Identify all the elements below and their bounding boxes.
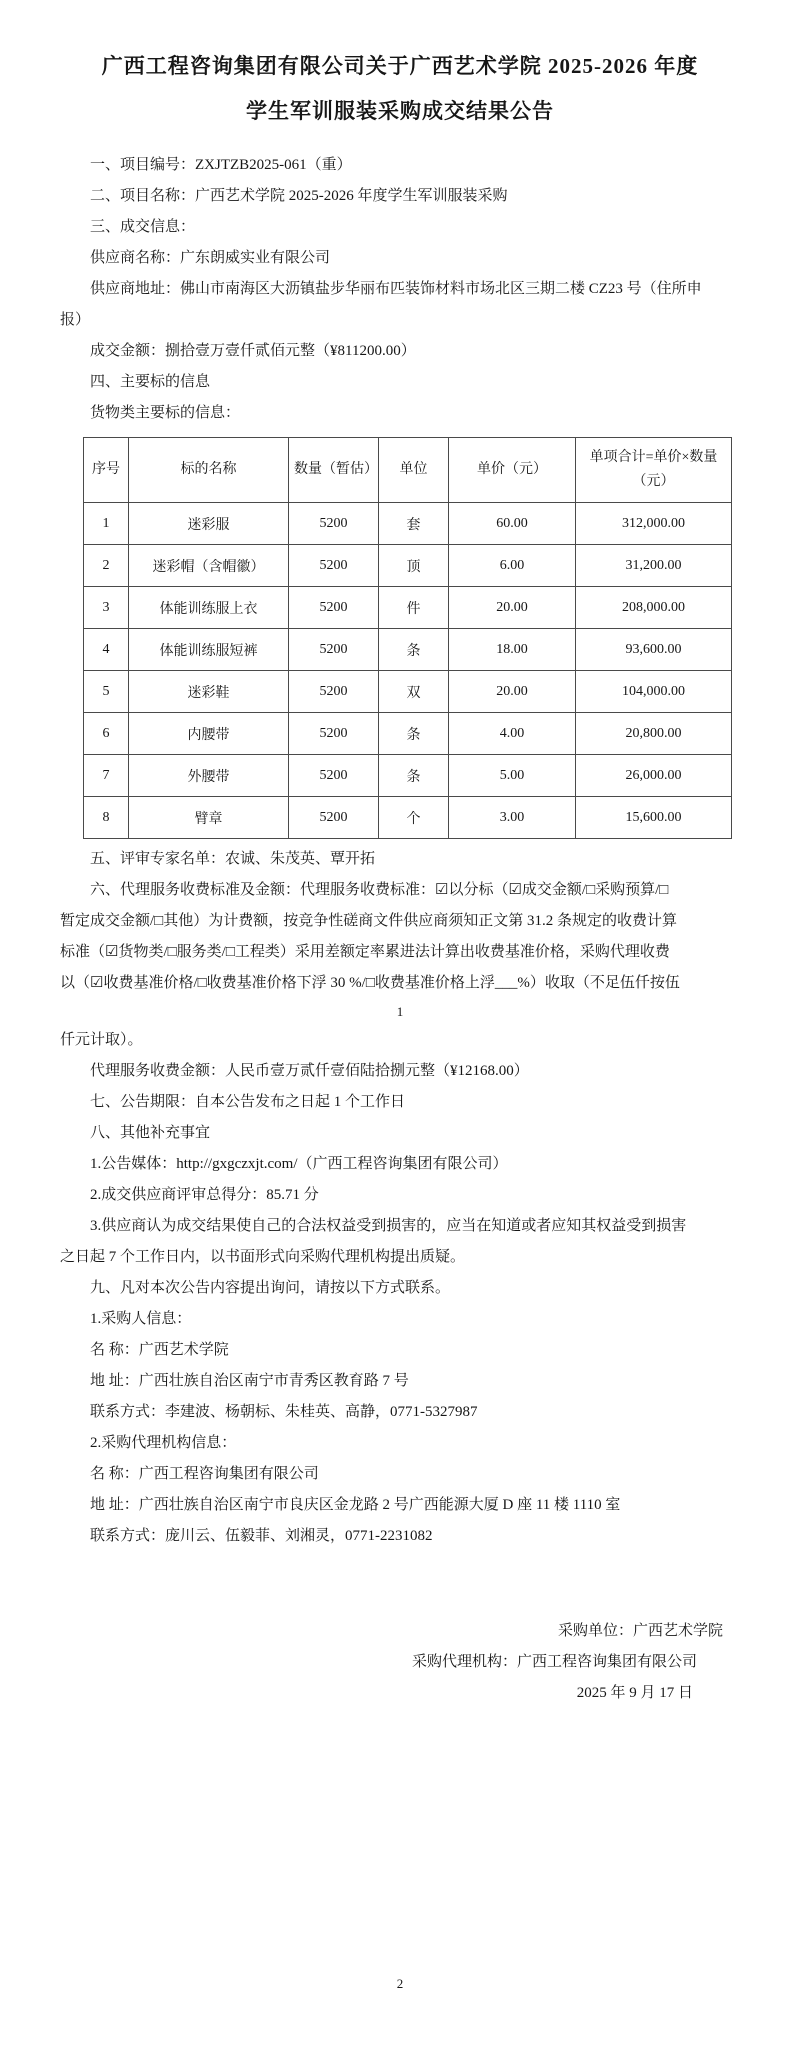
table-row <box>84 713 732 755</box>
table-cell: 5200 <box>289 671 379 713</box>
body-paragraph: 3.供应商认为成交结果使自己的合法权益受到损害的，应当在知道或者应知其权益受到损害 <box>90 1218 687 1234</box>
table-cell: 迷彩帽（含帽徽） <box>129 545 289 587</box>
table-header-cell: 序号 <box>84 438 129 503</box>
body-paragraph: 八、其他补充事宜 <box>90 1125 211 1141</box>
goods-items-table <box>83 437 732 839</box>
table-cell: 条 <box>379 713 449 755</box>
table-cell: 1 <box>84 503 129 545</box>
table-cell: 迷彩服 <box>129 503 289 545</box>
table-cell: 5200 <box>289 797 379 839</box>
body-paragraph: 六、代理服务收费标准及金额：代理服务收费标准：☑以分标（☑成交金额/□采购预算/□ <box>90 882 669 898</box>
table-cell: 312,000.00 <box>576 503 732 545</box>
table-cell: 5 <box>84 671 129 713</box>
body-section-top <box>60 150 740 429</box>
table-header-cell: 单位 <box>379 438 449 503</box>
body-paragraph: 联系方式：庞川云、伍毅菲、刘湘灵，0771-2231082 <box>90 1528 433 1544</box>
table-cell: 2 <box>84 545 129 587</box>
table-cell: 26,000.00 <box>576 755 732 797</box>
table-cell: 双 <box>379 671 449 713</box>
table-cell: 3.00 <box>449 797 576 839</box>
table-cell: 4 <box>84 629 129 671</box>
body-paragraph: 以（☑收费基准价格/□收费基准价格下浮 30 %/□收费基准价格上浮___%）收取（不足伍仟按伍 <box>60 975 680 991</box>
table-cell: 6.00 <box>449 545 576 587</box>
body-paragraph: 之日起 7 个工作日内，以书面形式向采购代理机构提出质疑。 <box>60 1249 466 1265</box>
body-paragraph: 1 <box>396 1004 404 1019</box>
table-cell: 体能训练服上衣 <box>129 587 289 629</box>
body-paragraph: 供应商地址：佛山市南海区大沥镇盐步华丽布匹装饰材料市场北区三期二楼 CZ23 号（住所申 <box>90 281 702 297</box>
table-cell: 93,600.00 <box>576 629 732 671</box>
body-paragraph: 地 址：广西壮族自治区南宁市良庆区金龙路 2 号广西能源大厦 D 座 11 楼 1110 室 <box>90 1497 621 1513</box>
document-title-line-1: 广西工程咨询集团有限公司关于广西艺术学院 2025-2026 年度 <box>101 54 699 78</box>
table-row <box>84 797 732 839</box>
table-header-cell: 标的名称 <box>129 438 289 503</box>
table-cell: 208,000.00 <box>576 587 732 629</box>
body-paragraph: 暂定成交金额/□其他）为计费额，按竞争性磋商文件供应商须知正文第 31.2 条规定的收费计算 <box>60 913 677 929</box>
signoff-line: 采购单位：广西艺术学院 <box>557 1623 723 1639</box>
table-cell: 条 <box>379 629 449 671</box>
body-paragraph: 一、项目编号：ZXJTZB2025-061（重） <box>90 157 352 173</box>
table-cell: 条 <box>379 755 449 797</box>
table-row <box>84 755 732 797</box>
table-cell: 迷彩鞋 <box>129 671 289 713</box>
table-cell: 20.00 <box>449 671 576 713</box>
table-cell: 31,200.00 <box>576 545 732 587</box>
body-paragraph: 标准（☑货物类/□服务类/□工程类）采用差额定率累进法计算出收费基准价格，采购代理收费 <box>60 944 670 960</box>
table-cell: 6 <box>84 713 129 755</box>
table-cell: 104,000.00 <box>576 671 732 713</box>
body-paragraph: 联系方式：李建波、杨朝标、朱桂英、高静，0771-5327987 <box>90 1404 478 1420</box>
table-cell: 7 <box>84 755 129 797</box>
body-paragraph: 五、评审专家名单：农诚、朱茂英、覃开拓 <box>90 851 376 867</box>
table-cell: 3 <box>84 587 129 629</box>
body-paragraph: 货物类主要标的信息： <box>90 405 241 421</box>
table-row <box>84 503 732 545</box>
body-section-bottom <box>60 844 740 1552</box>
table-header-cell: 单项合计=单价×数量（元） <box>576 438 732 503</box>
table-cell: 15,600.00 <box>576 797 732 839</box>
table-cell: 60.00 <box>449 503 576 545</box>
body-paragraph: 1.采购人信息： <box>90 1311 192 1327</box>
table-cell: 5.00 <box>449 755 576 797</box>
table-cell: 18.00 <box>449 629 576 671</box>
table-cell: 套 <box>379 503 449 545</box>
body-paragraph: 仟元计取）。 <box>60 1032 143 1048</box>
table-cell: 5200 <box>289 587 379 629</box>
table-header-cell: 数量（暂估） <box>289 438 379 503</box>
table-cell: 内腰带 <box>129 713 289 755</box>
table-cell: 20.00 <box>449 587 576 629</box>
document-title <box>60 44 740 134</box>
table-cell: 5200 <box>289 755 379 797</box>
table-cell: 体能训练服短裤 <box>129 629 289 671</box>
table-cell: 顶 <box>379 545 449 587</box>
body-paragraph: 三、成交信息： <box>90 219 196 235</box>
table-cell: 臂章 <box>129 797 289 839</box>
table-cell: 4.00 <box>449 713 576 755</box>
body-paragraph: 代理服务收费金额：人民币壹万贰仟壹佰陆拾捌元整（¥12168.00） <box>90 1063 529 1079</box>
body-paragraph: 名 称：广西艺术学院 <box>90 1342 229 1358</box>
body-paragraph: 报） <box>60 312 91 328</box>
body-paragraph: 名 称：广西工程咨询集团有限公司 <box>90 1466 319 1482</box>
body-paragraph: 四、主要标的信息 <box>90 374 211 390</box>
page-number: 2 <box>396 1976 404 1991</box>
table-row <box>84 629 732 671</box>
signoff-line: 采购代理机构：广西工程咨询集团有限公司 <box>411 1654 697 1670</box>
table-row <box>84 587 732 629</box>
table-cell: 件 <box>379 587 449 629</box>
body-paragraph: 九、凡对本次公告内容提出询问，请按以下方式联系。 <box>90 1280 451 1296</box>
table-cell: 5200 <box>289 629 379 671</box>
body-paragraph: 供应商名称：广东朗威实业有限公司 <box>90 250 331 266</box>
table-cell: 5200 <box>289 713 379 755</box>
table-row <box>84 671 732 713</box>
table-cell: 5200 <box>289 545 379 587</box>
table-cell: 5200 <box>289 503 379 545</box>
document-title-line-2: 学生军训服装采购成交结果公告 <box>246 99 554 123</box>
table-cell: 8 <box>84 797 129 839</box>
table-row <box>84 545 732 587</box>
signoff-block <box>60 1616 740 1709</box>
signoff-line: 2025 年 9 月 17 日 <box>576 1685 693 1701</box>
table-header-cell: 单价（元） <box>449 438 576 503</box>
table-cell: 个 <box>379 797 449 839</box>
body-paragraph: 成交金额：捌拾壹万壹仟贰佰元整（¥811200.00） <box>90 343 416 359</box>
table-cell: 外腰带 <box>129 755 289 797</box>
body-paragraph: 地 址：广西壮族自治区南宁市青秀区教育路 7 号 <box>90 1373 409 1389</box>
table-header-row <box>84 438 732 503</box>
body-paragraph: 2.成交供应商评审总得分：85.71 分 <box>90 1187 319 1203</box>
body-paragraph: 七、公告期限：自本公告发布之日起 1 个工作日 <box>90 1094 406 1110</box>
body-paragraph: 1.公告媒体：http://gxgczxjt.com/（广西工程咨询集团有限公司） <box>90 1156 508 1172</box>
table-cell: 20,800.00 <box>576 713 732 755</box>
body-paragraph: 二、项目名称：广西艺术学院 2025-2026 年度学生军训服装采购 <box>90 188 508 204</box>
body-paragraph: 2.采购代理机构信息： <box>90 1435 237 1451</box>
